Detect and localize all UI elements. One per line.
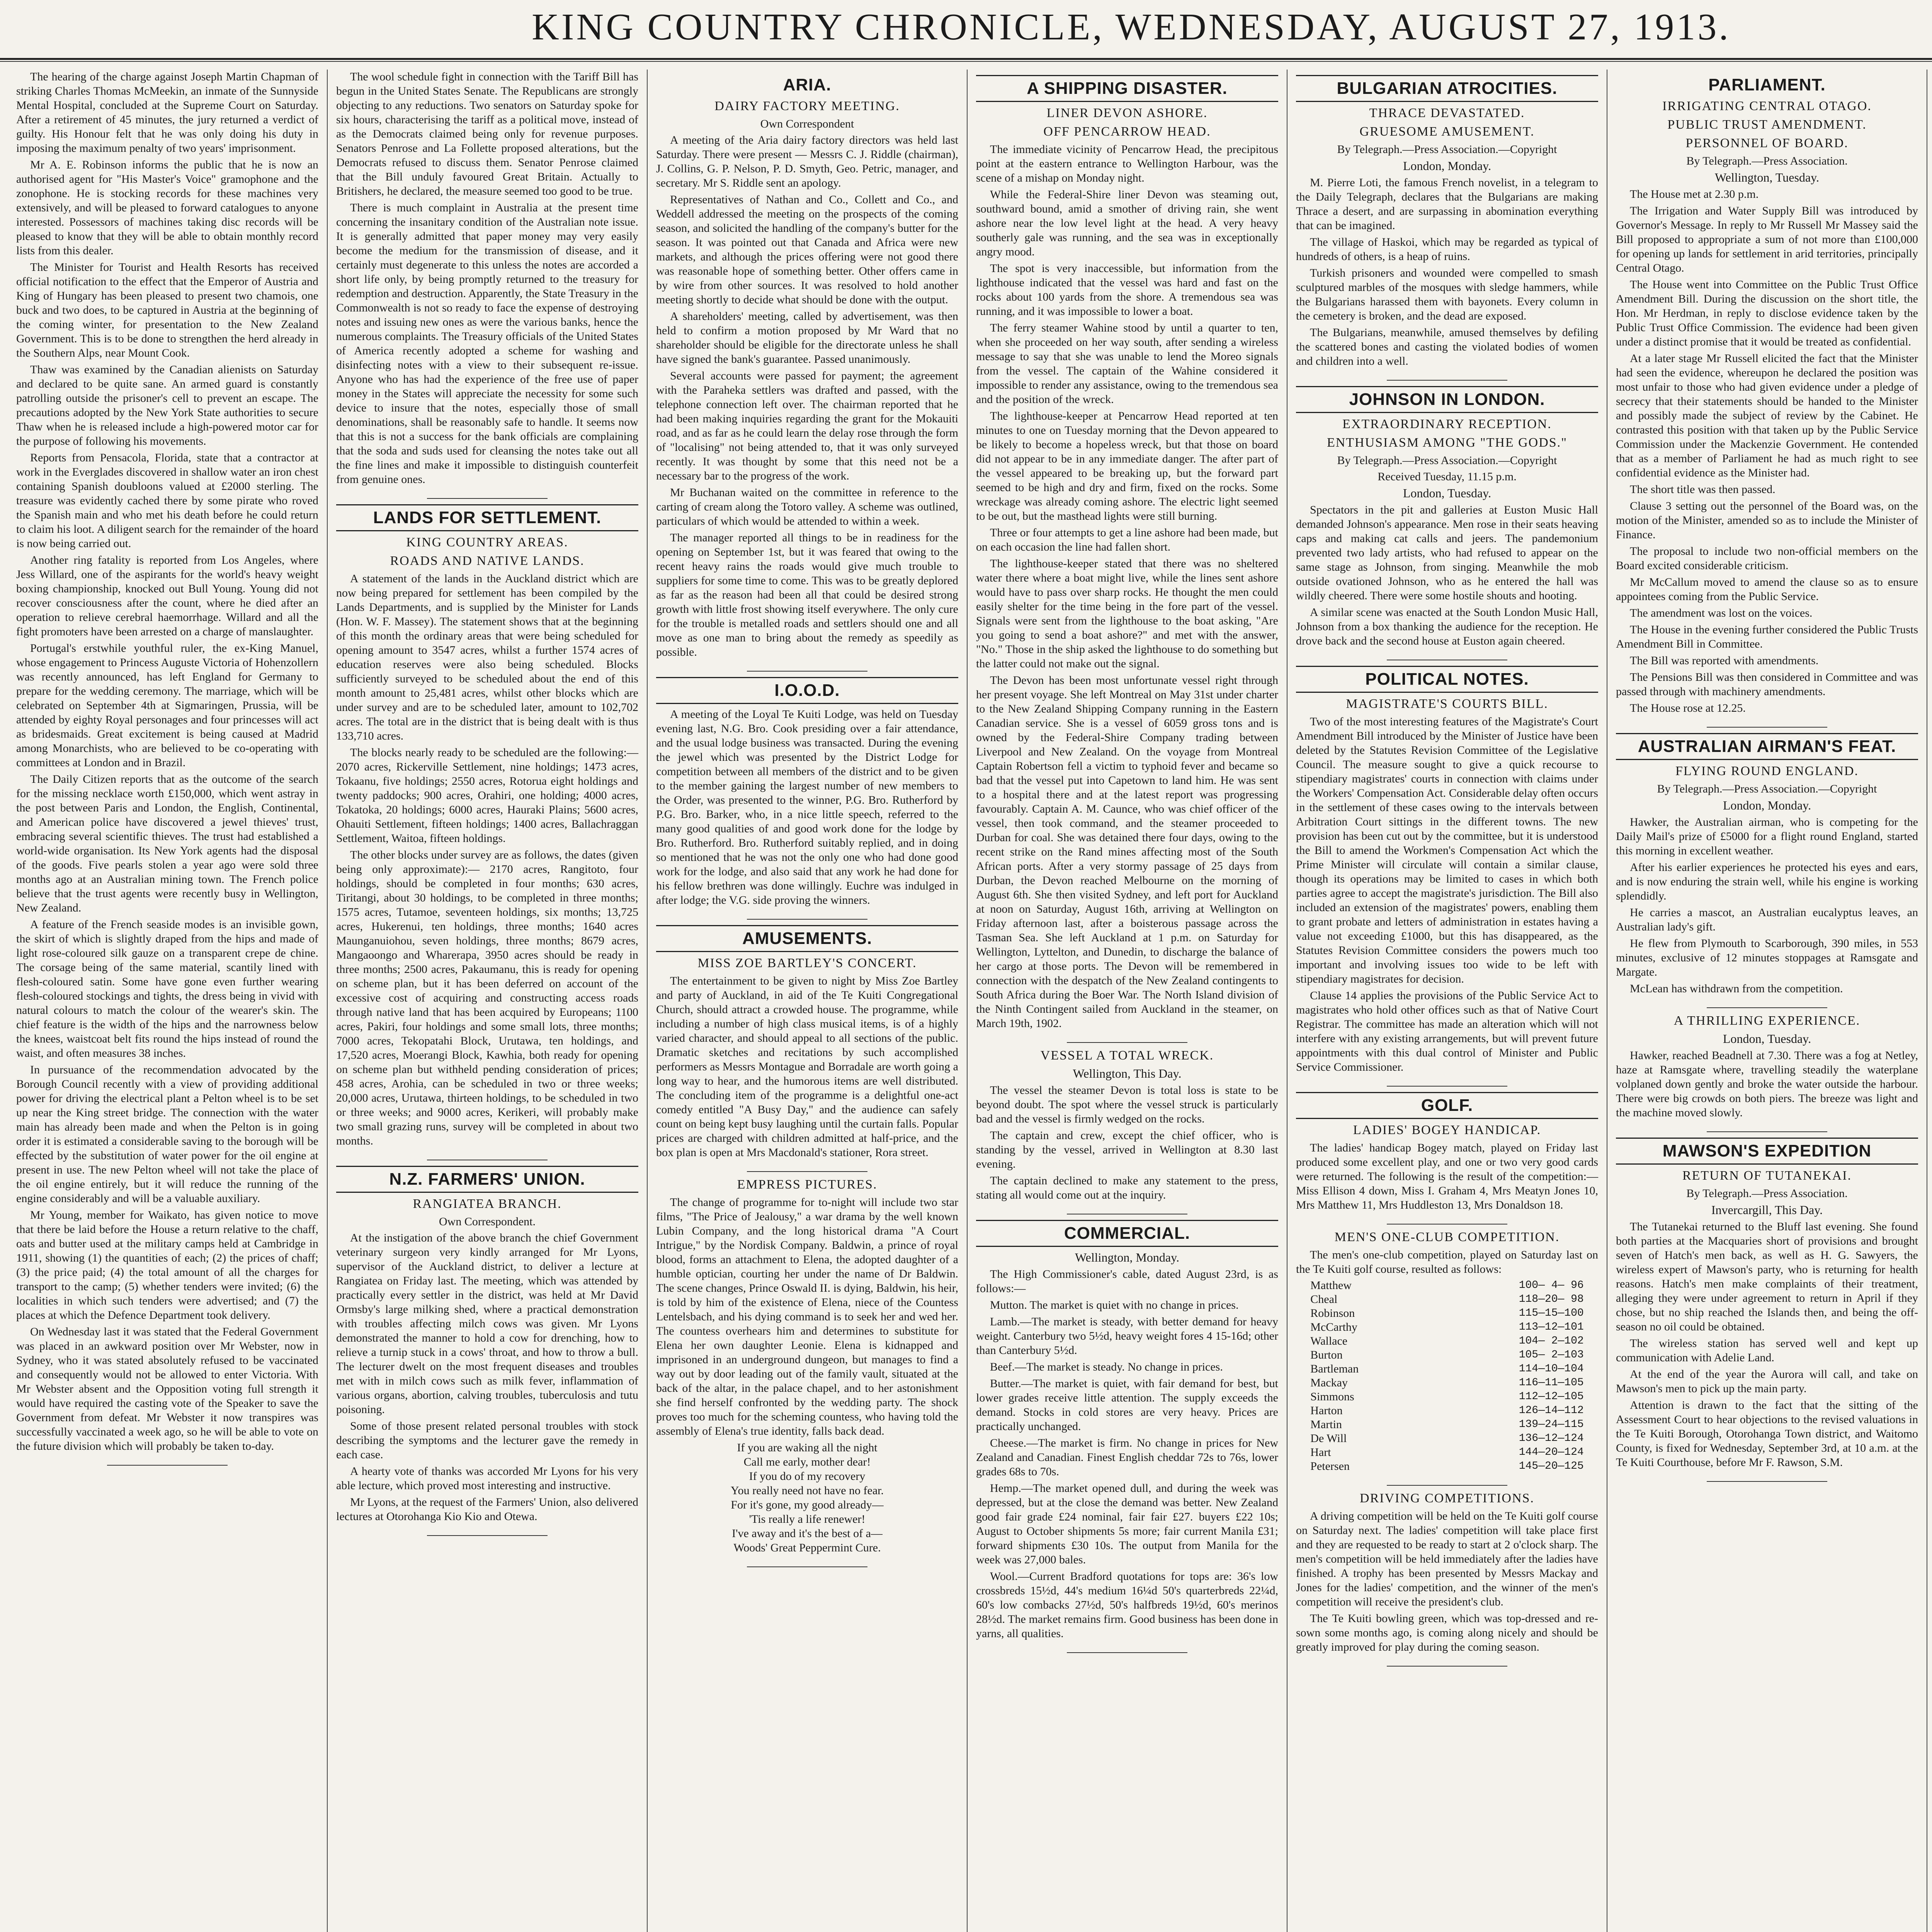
player-name: Mackay [1310,1376,1348,1389]
paragraph: He carries a mascot, an Australian eucalyptus leaves, an Australian lady's gift. [1616,906,1918,933]
subheading: IRRIGATING CENTRAL OTAGO. [1662,99,1872,113]
subheading: PERSONNEL OF BOARD. [1685,136,1849,150]
article [976,1048,1278,1202]
article [1296,386,1598,648]
paragraph: Clause 3 setting out the personnel of the Board was, on the motion of the Minister, amended so as to include the Minister of Finance. [1616,500,1918,541]
article [1296,1229,1598,1473]
headline: LANDS FOR SETTLEMENT. [336,504,638,531]
score-row [1308,1348,1586,1362]
score-row [1308,1446,1586,1459]
player-score: 115—15—100 [1519,1307,1584,1319]
article [976,75,1278,1031]
paragraph: Wool.—Current Bradford quotations for tops are: 36's low crossbreds 15½d, 44's medium 16¼d 50's quarterbreds 22¼d, 60's low combacks 27½d, 50's halfbreds 19½d, 60's merinos 28½d. The market remains firm. Good business has been done in yarns, all qualities. [976,1570,1278,1640]
byline: Own Correspondent. [439,1215,536,1228]
player-name: Robinson [1310,1307,1355,1320]
paragraph: Mr Lyons, at the request of the Farmers' Union, also delivered lectures at Otorohanga Kio Kio and Otewa. [336,1496,638,1523]
headline: COMMERCIAL. [976,1220,1278,1247]
byline: By Telegraph.—Press Association. [1686,155,1848,167]
article [336,504,638,1148]
paragraph: The House met at 2.30 p.m. [1630,188,1759,201]
paragraph: At the instigation of the above branch the chief Government veterinary surgeon very kindly arranged for Mr Lyons, supervisor of the Auckland district, to deliver a lecture at Rangiatea on Friday last. The meeting, which was attended by practically every settler in the district, was held at Mr David Ormsby's large milking shed, where a practical demonstration with troubles affecting milch cows was given. Mr Lyons demonstrated the manner to hold a cow for drenching, how to relieve a turnip stuck in a cows' throat, and how to throw a bull. The lecturer dwelt on the most frequent diseases and troubles met with in milch cows such as milk fever, inflammation of various organs, abortion, calving troubles, tuberculosis and tutu poisoning. [336,1231,638,1416]
paragraph: Attention is drawn to the fact that the sitting of the Assessment Court to hear objections to the revised valuations in the Te Kuiti Borough, Otorohanga Town district, and Waitomo County, is fixed for Wednesday, September 3rd, at 10 a.m. at the Te Kuiti Courthouse, before Mr F. Rawson, S.M. [1616,1399,1918,1469]
paragraph: The lighthouse-keeper stated that there was no sheltered water there where a boat might live, while the lines sent ashore would have to pass over sharp rocks. He thought the men could easily shelter for the time being in the fore part of the vessel. Signals were sent from the lighthouse to the boat asking, "Are you going to send a boat ashore?" and met with the answer, "No." Those in the ship asked the lighthouse to do something but the latter could not make out the signal. [976,557,1278,670]
subheading: MISS ZOE BARTLEY'S CONCERT. [697,956,917,970]
article [656,677,958,907]
paragraph: Several accounts were passed for payment; the agreement with the Paraheka settlers was drafted and passed, with the telephone connection left over. The chairman reported that he had been making inquiries regarding the grant for the Mokauiti road, and as far as he could learn the delay rose through the form of "localising" not being attended to, that it was only surveyed recently. It was thought by some that this need not be a necessary bar to the progress of the work. [656,369,958,482]
article [656,1177,958,1555]
article [656,925,958,1160]
score-row [1308,1459,1586,1473]
paragraph: At a later stage Mr Russell elicited the fact that the Minister had seen the evidence, whereupon he declared the position was most unfair to those who had given evidence under a pledge of secrecy that their statements should be handed to the Minister and possibly made the subject of review by the Cabinet. He contrasted this position with that taken up by the Public Service Commission under the Mackenzie Government. He contended that as a member of Parliament he had as much right to see confidential evidence as the Minister had. [1616,352,1918,479]
subheading: ROADS AND NATIVE LANDS. [390,554,585,568]
paragraph: The blocks nearly ready to be scheduled are the following:— 2070 acres, Rickerville Settlement, nine holdings; 1473 acres, Tokaanu, five holdings; 2550 acres, Rotorua eight holdings and twenty paddocks; 900 acres, Orahiri, one holding; 4000 acres, Tokatoka, 20 holdings; 6000 acres, Hauraki Plains; 5600 acres, Ohauiti Settlement, fifteen holdings; 1400 acres, Ballachraggan Settlement, Waitoa, fifteen holdings. [336,746,638,845]
paragraph: The village of Haskoi, which may be regarded as typical of hundreds of others, is a heap of ruins. [1296,236,1598,263]
paragraph: The immediate vicinity of Pencarrow Head, the precipitous point at the eastern entrance to Wellington Harbour, was the scene of a mishap on Monday night. [976,143,1278,184]
byline: By Telegraph.—Press Association.—Copyright [1337,454,1557,467]
byline: By Telegraph.—Press Association.—Copyright [1657,782,1877,795]
paragraph: The Tutanekai returned to the Bluff last evening. She found both parties at the Macquaries short of provisions and brought seven of Hatch's men back, as well as H. G. Sawyers, the wireless expert of Mawson's party, who is returning for health reasons. Hatch's men make complaints of their treatment, alleging they were under agreement to return in April if they chose, but no ship reached the Islands then, and being the off-season no oil could be obtained. [1616,1220,1918,1333]
subheading: RANGIATEA BRANCH. [413,1197,562,1211]
player-name: Cheal [1310,1293,1338,1306]
dateline: London, Monday. [1723,798,1811,812]
paragraph: M. Pierre Loti, the famous French novelist, in a telegram to the Daily Telegraph, declares that the Bulgarians are making Thrace a desert, and are surpassing in abomination everything that can be imagined. [1296,176,1598,232]
paragraph: Cheese.—The market is firm. No change in prices for New Zealand and Canadian. Finest English cheddar 72s to 76s, lower grades 68s to 70s. [976,1437,1278,1478]
player-name: Bartleman [1310,1362,1359,1375]
dateline: London, Monday. [1403,159,1492,173]
paragraph: The lighthouse-keeper at Pencarrow Head reported at ten minutes to one on Tuesday morning that the Devon appeared to be likely to become a hopeless wreck, but that those on board did not appear to be in any immediate danger. The after part of the vessel appeared to be breaking up, but the forward part seemed to be high and dry and firm, fixed on the rocks. Some wreckage was already coming ashore. The electric light seemed to be out, but the masthead lights were still burning. [976,410,1278,522]
headline: AUSTRALIAN AIRMAN'S FEAT. [1616,733,1918,760]
page-columns [8,70,1932,1932]
subheading: A THRILLING EXPERIENCE. [1673,1014,1861,1028]
paragraph: Two of the most interesting features of the Magistrate's Court Amendment Bill introduced by the Minister of Justice have been deleted by the Statutes Revision Committee of the Legislative Council. The measure sought to give a quick recourse to stipendiary magistrates' courts in connection with claims under the Workers' Compensation Act. Considerable delay often occurs in the settlement of these cases owing to the intervals between Arbitration Court sittings in the different towns. The new provision has been cut out by the committee, but it is understood the Bill to amend the Workmen's Compensation Act which the Prime Minister will circulate will contain a similar clause, though its operations may be limited to cases in which both parties agree to accept the magistrate's jurisdiction. The Bill also included an extension of the magistrates' powers, enabling them to grant probate and letters of administration in estates having a value not exceeding £1000, but this has disappeared, as the Statutes Revision Committee considers the powers much too important and involving issues too wide to be left with stipendiary magistrates for decision. [1296,715,1598,985]
paragraph: Representatives of Nathan and Co., Collett and Co., and Weddell addressed the meeting on the prospects of the coming season, and solicited the handling of the company's butter for the season. It was pointed out that Canada and Africa were new markets, and although the prices offering were not good there was reasonable hope of something better. Other offers came in by wire from other sources. It was resolved to hold another meeting shortly to decide what should be done with the output. [656,193,958,306]
article [336,70,638,486]
paragraph: Lamb.—The market is steady, with better demand for heavy weight. Canterbury two 5½d, heavy weight fores 4 15-16d; other than Canterbury 5½d. [976,1315,1278,1357]
paragraph: The House in the evening further considered the Public Trusts Amendment Bill in Committee. [1616,623,1918,650]
player-name: Martin [1310,1418,1342,1431]
paragraph: Some of those present related personal troubles with stock describing the symptoms and the lecturer gave the remedy in each case. [336,1420,638,1461]
paragraph: A statement of the lands in the Auckland district which are now being prepared for settlement has been compiled by the Lands Departments, and is supplied by the Minister for Lands (Hon. W. F. Massey). The statement shows that at the beginning of this month the ordinary areas that were being scheduled for opening amount to 3547 acres, whilst a further 1574 acres of education reserves were also being scheduled. Blocks sufficiently surveyed to be scheduled about the end of this month amount to 25,481 acres, whilst other blocks which are under survey and are to be scheduled later, amount to 102,702 acres. The total are in the district that is being dealt with is thus 133,710 acres. [336,572,638,742]
paragraph: The Minister for Tourist and Health Resorts has received official notification to the effect that the Emperor of Austria and King of Hungary has been pleased to present two chamois, one buck and two does, to be captured in Austria at the beginning of the coming winter, for presentation to the New Zealand Government. This is to be done to strengthen the herd already in the Southern Alps, near Mount Cook. [16,261,318,359]
column-4 [968,70,1287,1932]
paragraph: A feature of the French seaside modes is an invisible gown, the skirt of which is slightly draped from the hips and made of light rose-coloured silk gauze on a transparent crepe de chine. The corsage being of the same material, scantily lined with flesh-coloured satin. Some have gone even further wearing flesh-coloured stockings and tights, the dress being in vivid with natural colours to match the colour of the wearer's skin. The chief feature is the width of the hips and the narrowness below the knees, waistcoat belt fits round the hips instead of round the waist, and often measures 38 inches. [16,918,318,1060]
subheading: DAIRY FACTORY MEETING. [714,99,900,113]
headline: ARIA. [783,75,832,94]
player-name: Wallace [1310,1335,1348,1347]
paragraph: The vessel the steamer Devon is total loss is state to be beyond doubt. The spot where the vessel struck is particularly bad and the vessel is firmly wedged on the rocks. [976,1084,1278,1125]
score-row [1308,1279,1586,1293]
article [1296,75,1598,368]
column-7 [1927,70,1932,1932]
player-score: 145—20—125 [1519,1460,1584,1472]
paragraph: The Pensions Bill was then considered in Committee and was passed through with machinery amendments. [1616,671,1918,698]
byline: Own Correspondent [760,117,854,130]
article-separator [1387,1485,1508,1486]
headline: JOHNSON IN LONDON. [1296,386,1598,413]
paragraph: Reports from Pensacola, Florida, state that a contractor at work in the Everglades discovered in shallow water an iron chest containing Spanish doubloons valued at £2000 sterling. The treasure was evidently cached there by some pirate who roved the Spanish main and who met his death before he could return to claim his loot. A diligent search for the remainder of the hoard is now being carried out. [16,451,318,550]
paragraph: Mutton. The market is quiet with no change in prices. [990,1299,1239,1311]
paragraph: The wireless station has served well and kept up communication with Adelie Land. [1616,1337,1918,1364]
paragraph: The Irrigation and Water Supply Bill was introduced by Governor's Message. In reply to Mr Russell Mr Massey said the Bill proposed to appropriate a sum of not more than £100,000 for opening up lands for settlement in arid territories, principally Central Otago. [1616,204,1918,274]
article-separator [1707,1131,1828,1132]
player-name: Burton [1310,1349,1343,1361]
article [1296,1490,1598,1654]
score-row [1308,1320,1586,1334]
headline: AMUSEMENTS. [656,925,958,952]
article-separator [1387,380,1508,381]
column-6 [1607,70,1927,1932]
subheading: MAGISTRATE'S COURTS BILL. [1346,697,1548,711]
paragraph: The short title was then passed. [1630,483,1776,496]
paragraph: A meeting of the Aria dairy factory directors was held last Saturday. There were present — Messrs C. J. Riddle (chairman), J. Collins, G. P. Nelson, P. D. Smyth, Geo. Petric, manager, and secretary. Mr S. Riddle sent an apology. [656,134,958,189]
subheading: LADIES' BOGEY HANDICAP. [1353,1123,1541,1137]
paragraph: The ladies' handicap Bogey match, played on Friday last produced some excellent play, and one or two very good cards were returned. The following is the result of the competition:—Miss Ellison 4 down, Miss I. Graham 4, Mrs Meatyn Jones 10, Mrs Matthew 11, Mrs Huddleston 13, Mrs Donaldson 18. [1296,1141,1598,1211]
article-separator [1387,1666,1508,1667]
dateline: Wellington, This Day. [1073,1066,1182,1080]
column-1 [8,70,328,1932]
player-name: Hart [1310,1446,1331,1459]
dateline: Wellington, Tuesday. [1714,170,1820,184]
player-name: Simmons [1310,1390,1354,1403]
player-score: 114—10—104 [1519,1363,1584,1375]
player-score: 139—24—115 [1519,1418,1584,1430]
subheading: GRUESOME AMUSEMENT. [1359,124,1535,139]
article [1616,75,1918,715]
paragraph: Mr McCallum moved to amend the clause so as to ensure appointees coming from the Public Service. [1616,576,1918,603]
byline: By Telegraph.—Press Association.—Copyright [1337,143,1557,156]
player-name: De Will [1310,1432,1347,1445]
dateline: Invercargill, This Day. [1711,1203,1823,1217]
article-separator [1707,1007,1828,1008]
paragraph: The spot is very inaccessible, but information from the lighthouse indicated that the vessel was hard and fast on the rocks about 100 yards from the shore. A tremendous sea was running, and it was impossible to lower a boat. [976,262,1278,318]
score-row [1308,1404,1586,1418]
paragraph: The hearing of the charge against Joseph Martin Chapman of striking Charles Thomas McMeekin, an inmate of the Sunnyside Mental Hospital, concluded at the Supreme Court on Saturday. After a retirement of 45 minutes, the jury returned a verdict of guilty. His Honour felt that he was only doing his duty in imposing the maximum penalty of two years' imprisonment. [16,70,318,155]
paragraph: In pursuance of the recommendation advocated by the Borough Council recently with a view of providing additional power for driving the electrical plant a Pelton wheel is to be set up near the King street bridge. The connection with the water main has already been made and when the Pelton is in going order it is estimated a considerable saving to the borough will be effected by the substitution of water power for the oil engine at present in use. The new Pelton wheel will not take the place of the oil engine entirely, but it will reduce the running of the engine considerably and will be a valuable auxiliary. [16,1063,318,1205]
player-score: 105— 2—103 [1519,1349,1584,1361]
newspaper-title: KING COUNTRY CHRONICLE, WEDNESDAY, AUGUST 27, 1913. [532,6,1731,48]
subheading: OFF PENCARROW HEAD. [1043,124,1211,139]
headline: A SHIPPING DISASTER. [976,75,1278,102]
paragraph: The proposal to include two non-official members on the Board excited considerable criticism. [1616,545,1918,572]
headline: I.O.O.D. [656,677,958,704]
subheading: FLYING ROUND ENGLAND. [1675,764,1859,778]
headline: N.Z. FARMERS' UNION. [336,1166,638,1193]
article-separator [107,1465,228,1466]
dateline: Wellington, Monday. [1075,1250,1179,1264]
article-separator [747,671,868,672]
masthead-rule [0,61,1932,62]
article [336,1166,638,1524]
paragraph: Hawker, reached Beadnell at 7.30. There was a fog at Netley, haze at Ramsgate where, travelling steadily the waterplane volplaned down gently and broke the water outside the harbour. There were big crowds on both piers. The breeze was light and the machine moved slowly. [1616,1049,1918,1119]
paragraph: The captain and crew, except the chief officer, who is standing by the vessel, arrived in Wellington at 8.30 last evening. [976,1129,1278,1170]
column-5 [1287,70,1607,1932]
paragraph: A hearty vote of thanks was accorded Mr Lyons for his very able lecture, which proved most interesting and instructive. [336,1465,638,1492]
article-separator [1067,1652,1188,1653]
paragraph: Hemp.—The market opened dull, and during the week was depressed, but at the close the demand was better. New Zealand good fair grade £24 nominal, fair fair £27. buyers £22 10s; August to October shipments 5s more; fair current Manila £31; forward shipments £30 10s. The output from Manila for the week was 27,000 bales. [976,1482,1278,1566]
paragraph: The House rose at 12.25. [1630,702,1746,714]
paragraph: Clause 14 applies the provisions of the Public Service Act to magistrates who hold other offices such as that of Native Court Registrar. The committee has made an alteration which will not interfere with any existing arrangements, but will prevent future appointments with this dual control of Minister and Public Service Commissioner. [1296,989,1598,1073]
score-row [1308,1362,1586,1376]
article-separator [1707,1481,1828,1482]
paragraph: The High Commissioner's cable, dated August 23rd, is as follows:— [976,1268,1278,1295]
headline: BULGARIAN ATROCITIES. [1296,75,1598,102]
paragraph: A similar scene was enacted at the South London Music Hall, Johnson from a box thanking the audience for the reception. He drove back and the second house at Euston again cheered. [1296,606,1598,647]
article-separator [1387,1086,1508,1087]
paragraph: Mr Young, member for Waikato, has given notice to move that there be laid before the House a return relative to the chaff, oats and butter used at the military camps held at Cambridge in 1911, showing (1) the quantities of each; (2) the prices of chaff; (3) the price paid; (4) the total amount of all the charges for transport to the camp; (5) whether tenders were invited; (6) the localities in which such tenders were advertised; and (7) the places at which the Defence Department took delivery. [16,1209,318,1321]
paragraph: Three or four attempts to get a line ashore had been made, but on each occasion the line had fallen short. [976,526,1278,553]
player-score: 104— 2—102 [1519,1335,1584,1347]
score-row [1308,1418,1586,1432]
paragraph: The Bill was reported with amendments. [1630,654,1819,667]
article [16,70,318,1453]
subheading: MEN'S ONE-CLUB COMPETITION. [1334,1230,1560,1244]
column-2 [328,70,648,1932]
score-row [1308,1293,1586,1306]
paragraph: If you are waking all the night Call me early, mother dear! If you do of my recovery You really need not have no fear. For it's gone, my good already— 'Tis really a life renewer! I've away and it's the best of a— Woods' Great Peppermint Cure. [730,1441,884,1554]
score-row [1308,1390,1586,1404]
subheading: EMPRESS PICTURES. [737,1177,878,1192]
article-separator [1387,1224,1508,1225]
subheading: THRACE DEVASTATED. [1369,106,1525,120]
player-name: Petersen [1310,1460,1350,1473]
paragraph: Mr Buchanan waited on the committee in reference to the carting of cream along the Totoro valley. A scheme was outlined, particulars of which would be attended to within a week. [656,486,958,527]
player-score: 136—12—124 [1519,1432,1584,1444]
player-score: 100— 4— 96 [1519,1279,1584,1291]
player-score: 118—20— 98 [1519,1293,1584,1305]
paragraph: There is much complaint in Australia at the present time concerning the insanitary condition of the Australian note issue. It is generally admitted that paper money may very easily become the medium for the transmission of disease, and it certainly must degenerate to this unless the notes are accorded a short life only, by being promptly returned to the treasury for redemption and destruction. Apparently, the State Treasury in the Commonwealth is not so ready to face the expense of destroying notes and issuing new ones as were the various banks, hence the numerous complaints. The Treasury officials of the United States of America recently adopted a scheme for washing and disinfecting notes with a view to their subsequent re-issue. Anyone who has had the experience of the free use of paper money in the States will appreciate the necessity for some such device to insure that the notes, especially those of small denominations, shall be reasonably safe to handle. It seems now that this is not a success for the bank officials are complaining that the soda and suds used for cleansing the notes take out all the fine lines and make it impossible to distinguish counterfeit from genuine ones. [336,201,638,486]
paragraph: The manager reported all things to be in readiness for the opening on September 1st, but it was feared that owing to the recent heavy rains the roads would give much trouble to suppliers for some time to come. This was to be greatly deplored as far as the reason had been all that could be desired strong growth with little frost showing itself everywhere. The only cure for the trouble is metalled roads and settlers should one and all move as one man to bring about the remedy as speedily as possible. [656,531,958,658]
headline: GOLF. [1296,1092,1598,1119]
paragraph: A meeting of the Loyal Te Kuiti Lodge, was held on Tuesday evening last, N.G. Bro. Cook presiding over a fair attendance, and the usual lodge business was transacted. During the evening the jewel which was presented by the District Lodge for competition between all members of the district and to be given to the member gaining the largest number of new members to the Order, was presented to the winner, P.G. Bro. Rutherford by P.G. Bro. Barker, who, in a nice little speech, referred to the many good qualities of and good work done for the lodge by Bro. Rutherford. Bro. Rutherford suitably replied, and in doing so mentioned that he was not the only one who had done good work for the lodge, and also said that any work he had done for his fellow brethren was done willingly. Euchre was indulged in after lodge; the V.G. side proving the winners. [656,708,958,906]
paragraph: At the end of the year the Aurora will call, and take on Mawson's men to pick up the main party. [1616,1368,1918,1395]
paragraph: Another ring fatality is reported from Los Angeles, where Jess Willard, one of the aspirants for the world's heavy weight boxing championship, knocked out Bull Young. Young did not recover consciousness after the count, where he died after an operation to relieve cerebral haemorrhage. Willard and all the fight promoters have been arrested on a charge of manslaughter. [16,554,318,638]
player-score: 144—20—124 [1519,1446,1584,1458]
score-row [1308,1376,1586,1390]
subheading: ENTHUSIASM AMONG "THE GODS." [1327,435,1568,450]
paragraph: He flew from Plymouth to Scarborough, 390 miles, in 553 minutes, exclusive of 12 minutes stoppages at Ramsgate and Margate. [1616,937,1918,978]
paragraph: The ferry steamer Wahine stood by until a quarter to ten, when she proceeded on her way south, after sending a wireless message to say that she was unable to lend the Moreo signals from the vessel. The captain of the Wahine considered it impossible to render any assistance, owing to the tremendous sea and the position of the wreck. [976,321,1278,406]
paragraph: The Bulgarians, meanwhile, amused themselves by defiling the scattered bones and casting the violated bodies of women and children into a well. [1296,326,1598,367]
article [656,75,958,659]
dateline: London, Tuesday. [1403,486,1492,500]
byline: Received Tuesday, 11.15 p.m. [1378,470,1517,483]
article [1296,1092,1598,1212]
subheading: PUBLIC TRUST AMENDMENT. [1667,117,1867,132]
paragraph: The men's one-club competition, played on Saturday last on the Te Kuiti golf course, resulted as follows: [1296,1248,1598,1276]
paragraph: The House went into Committee on the Public Trust Office Amendment Bill. During the discussion on the short title, the Hon. Mr Herdman, in reply to disclose evidence taken by the Public Trust Office Commission. The evidence had been given under a distinct promise that it would be treated as confidential. [1616,278,1918,348]
player-score: 116—11—105 [1519,1377,1584,1389]
player-name: McCarthy [1310,1321,1357,1333]
subheading: DRIVING COMPETITIONS. [1360,1491,1534,1505]
headline: PARLIAMENT. [1708,75,1826,94]
headline: POLITICAL NOTES. [1296,666,1598,693]
column-3 [648,70,968,1932]
article-separator [747,1171,868,1172]
article [1296,666,1598,1074]
paragraph: After his earlier experiences he protected his eyes and ears, and is now enduring the strain well, while his engine is working splendidly. [1616,861,1918,902]
article-separator [427,1535,548,1536]
byline: By Telegraph.—Press Association. [1686,1187,1848,1200]
paragraph: The entertainment to be given to night by Miss Zoe Bartley and party of Auckland, in aid of the Te Kuiti Congregational Church, should attract a crowded house. The programme, while including a number of high class musical items, is of a highly varied character, and should appeal to all sections of the public. Dramatic sketches and recitations by such accomplished performers as Messrs Montague and Borradale are worth going a long way to hear, and the humorous items are well distributed. The concluding item of the programme is a delightful one-act comedy entitled "A Busy Day," and the audience can safely count on being kept busy laughing until the curtain falls. Popular prices are charged with children admitted at half-price, and the box plan is open at Mrs Macdonald's stationer, Rora street. [656,975,958,1159]
score-row [1308,1432,1586,1446]
score-row [1308,1334,1586,1348]
paragraph: Beef.—The market is steady. No change in prices. [990,1361,1223,1373]
paragraph: A driving competition will be held on the Te Kuiti golf course on Saturday next. The ladies' competition will take place first and they are requested to be ready to start at 2 o'clock sharp. The men's competition will be held immediately after the ladies have finished. A trophy has been presented by Messrs Mackay and Jones for the ladies' competition, and the winner of the men's competition will receive the president's club. [1296,1510,1598,1608]
paragraph: The Daily Citizen reports that as the outcome of the search for the missing necklace worth £150,000, which went astray in the post between Paris and London, the English, Continental, and American police have discovered a jewel thieves' trust, embracing several scientific thieves. The trust had established a world-wide organisation. Its New York agents had the disposal of the goods. Five pearls stolen a year ago were sold three months ago at an Australian mining town. The French police believe that the trust agents were recently busy in Wellington, New Zealand. [16,773,318,914]
article-separator [1707,727,1828,728]
paragraph: A shareholders' meeting, called by advertisement, was then held to confirm a motion proposed by Mr Ward that no shareholder should be eligible for the directorate unless he shall have signed the bank's guarantee. Passed unanimously. [656,310,958,366]
paragraph: Thaw was examined by the Canadian alienists on Saturday and declared to be quite sane. An armed guard is constantly patrolling outside the prisoner's cell to prevent an escape. The precautions adopted by the New York State authorities to secure Thaw when he is released include a high-powered motor car for the purpose of following his movements. [16,363,318,447]
paragraph: While the Federal-Shire liner Devon was steaming out, southward bound, amid a smother of driving rain, she went ashore near the low level light at the head. A very heavy southerly gale was running, and the sea was in exceptionally angry mood. [976,188,1278,258]
paragraph: Turkish prisoners and wounded were compelled to smash sculptured marbles of the mosques with sledge hammers, while the Bulgarians harassed them with bayonets. Every column in the cemetery is broken, and the dead are exposed. [1296,267,1598,322]
paragraph: The wool schedule fight in connection with the Tariff Bill has begun in the United States Senate. The Republicans are strongly objecting to any reductions. Two senators on Saturday spoke for six hours, characterising the tariff as a political move, instead of as the Democrats claimed being only for revenue purposes. Senators Penrose and La Follette proposed alterations, but the Democrats refused to discuss them. Senator Penrose claimed that the Bill unduly favoured Great Britain. Actually to Britishers, he declared, the measure seemed too good to be true. [336,70,638,197]
article [1616,1138,1918,1469]
paragraph: McLean has withdrawn from the competition. [1630,982,1843,995]
paragraph: The Te Kuiti bowling green, which was top-dressed and re-sown some months ago, is coming along nicely and should be greatly improved for play during the coming season. [1296,1612,1598,1653]
player-name: Matthew [1310,1279,1352,1292]
article-separator [427,498,548,499]
paragraph: The amendment was lost on the voices. [1630,607,1813,619]
score-table [1308,1279,1586,1473]
article [976,1220,1278,1641]
paragraph: Hawker, the Australian airman, who is competing for the Daily Mail's prize of £5000 for a flight round England, started this morning in excellent weather. [1616,816,1918,857]
paragraph: Mr A. E. Robinson informs the public that he is now an authorised agent for "His Master's Voice" gramophone and the zonophone. He is stocking records for these machines very extensively, and will be pleased to forward catalogues to anyone interested. Possessors of machines taking disc records will be pleased to know that they will be able to obtain monthly record lists from this dealer. [16,158,318,257]
score-row [1308,1306,1586,1320]
subheading: RETURN OF TUTANEKAI. [1682,1168,1852,1183]
paragraph: Spectators in the pit and galleries at Euston Music Hall demanded Johnson's appearance. Men rose in their seats heaving caps and making cat calls and jeers. The pandemonium prevented two lady artists, who had refused to appear on the same stage as Johnson, from singing. Meanwhile the mob outside ovationed Johnson, who as he entered the hall was wildly cheered. There were some hostile shouts and hooting. [1296,503,1598,602]
article [1616,733,1918,996]
article-separator [747,919,868,920]
subheading: KING COUNTRY AREAS. [406,535,568,549]
article-separator [747,1566,868,1567]
paragraph: The other blocks under survey are as follows, the dates (given being only approximate):— 2170 acres, Rangitoto, four holdings, should be completed in four months; 630 acres, Tiritangi, about 30 holdings, to be completed in three months; 1575 acres, Tutamoe, seventeen holdings, six months; 13,725 acres, Hukerenui, ten holdings, three months; 1640 acres Maunganuiohou, seven holdings, three months; 8679 acres, Mangaoongo and Wharerapa, 3950 acres should be ready in three months; 2500 acres, Pakaumanu, this is ready for opening on scheme plan, but it has been deferred on account of the excessive cost of acquiring and constructing access roads through native land that has been acquired by Europeans; 1100 acres, Pakiri, four holdings and some small lots, three months; 7000 acres, Tekopatahi Block, Urutawa, ten holdings, and 17,520 acres, Moerangi Block, Kawhia, both ready for opening on scheme plan but withheld pending consideration of prices; 458 acres, Arohia, can be scheduled in two or three weeks; 20,000 acres, Urutawa, thirteen holdings, to be scheduled in two or three weeks; and 9000 acres, Kerikeri, will probably make two small grazing runs, survey will be completed in about two months. [336,849,638,1147]
masthead [0,0,1932,60]
player-score: 113—12—101 [1519,1321,1584,1333]
paragraph: On Wednesday last it was stated that the Federal Government was placed in an awkward position over Mr Webster, now in Sydney, who it was stated absolutely refused to be vaccinated and consequently would not be allowed to enter Victoria. With Mr Webster absent and the Opposition voting full strength it would have required the casting vote of the Speaker to save the Government from defeat. Mr Webster it now transpires was successfully vaccinated a week ago, so he will be able to vote on the future division which will probably be taken to-day. [16,1325,318,1452]
paragraph: The captain declined to make any statement to the press, stating all would come out at the inquiry. [976,1174,1278,1201]
headline: MAWSON'S EXPEDITION [1616,1138,1918,1165]
article [1616,1013,1918,1120]
subheading: VESSEL A TOTAL WRECK. [1040,1048,1214,1063]
player-score: 112—12—105 [1519,1391,1584,1403]
paragraph: The Devon has been most unfortunate vessel right through her present voyage. She left Montreal on May 31st under charter to the New Zealand Shipping Company running in the Eastern Canadian service. She is a vessel of 6059 gross tons and is owned by the Federal-Shire Company trading between Liverpool and New Zealand. On the voyage from Montreal Captain Robertson fell a victim to typhoid fever and became so bad that the vessel put into Capetown to land him. He was sent to a hospital there and at the latest report was progressing favourably. Captain A. M. Caunce, who was chief officer of the vessel, then took command, and the steamer proceeded to Durban for coal. She was detained there four days, owing to the recent strike on the Rand mines affecting most of the South African ports. After a very stormy passage of 25 days from Durban, the Devon reached Melbourne on the morning of August 6th. She then visited Sydney, and left port for Auckland at noon on Saturday, August 16th, arriving at Wellington on Friday afternoon last, after a boisterous passage across the Tasman Sea. She left Auckland at 1 p.m. on Saturday for Wellington, Lyttelton, and Dunedin, to discharge the balance of her cargo at those ports. The Devon will be remembered in connection with the despatch of the New Zealand contingents to South Africa during the Boer War. The North Island division of the Ninth Contingent sailed from Auckland in the steamer, on March 19th, 1902. [976,674,1278,1030]
paragraph: Butter.—The market is quiet, with fair demand for best, but lower grades receive little attention. The supply exceeds the demand. Stocks in cold stores are very heavy. Prices are practically unchanged. [976,1377,1278,1433]
subheading: LINER DEVON ASHORE. [1046,106,1208,120]
subheading: EXTRAORDINARY RECEPTION. [1342,417,1552,431]
player-score: 126—14—112 [1519,1405,1584,1417]
dateline: London, Tuesday. [1723,1032,1811,1046]
player-name: Harton [1310,1404,1343,1417]
paragraph: The change of programme for to-night will include two star films, "The Price of Jealousy," a war drama by the well known Lubin Company, and the long historical drama "A Court Intrigue," by the Nordisk Company. Baldwin, a prince of royal blood, forms an attachment to Elena, the adopted daughter of a humble optician, courting her under the name of Dr Baldwin. The scene changes, Prince Oswald II. is dying, Baldwin, his heir, is told by him of the existence of Elena, niece of the Countess Lentelsbach, and his dying command is to seek her and wed her. The countess overhears him and determines to substitute for Elena her own daughter Leonie. Elena is kidnapped and imprisoned in an underground dungeon, but manages to find a way out by door leading out of the family vault, situated at the back of the altar, in the palace chapel, and to her astonishment she find herself confronted by the wedding party. The shock proves too much for the scheming countess, who having told the assembly of Elena's true identity, falls back dead. [656,1196,958,1437]
article-separator [1067,1042,1188,1043]
paragraph: Portugal's erstwhile youthful ruler, the ex-King Manuel, whose engagement to Princess Auguste Victoria of Hohenzollern was recently announced, has left England for Germany to prepare for the wedding ceremony. The marriage, which will be celebrated on September 4th at Sigmaringen, Prussia, will be attended by eighty Royal personages and four princesses will act as bridesmaids. Great excitement is being caused at Madrid among Monarchists, who are believed to be co-operating with committees at London and in Brazil. [16,642,318,769]
